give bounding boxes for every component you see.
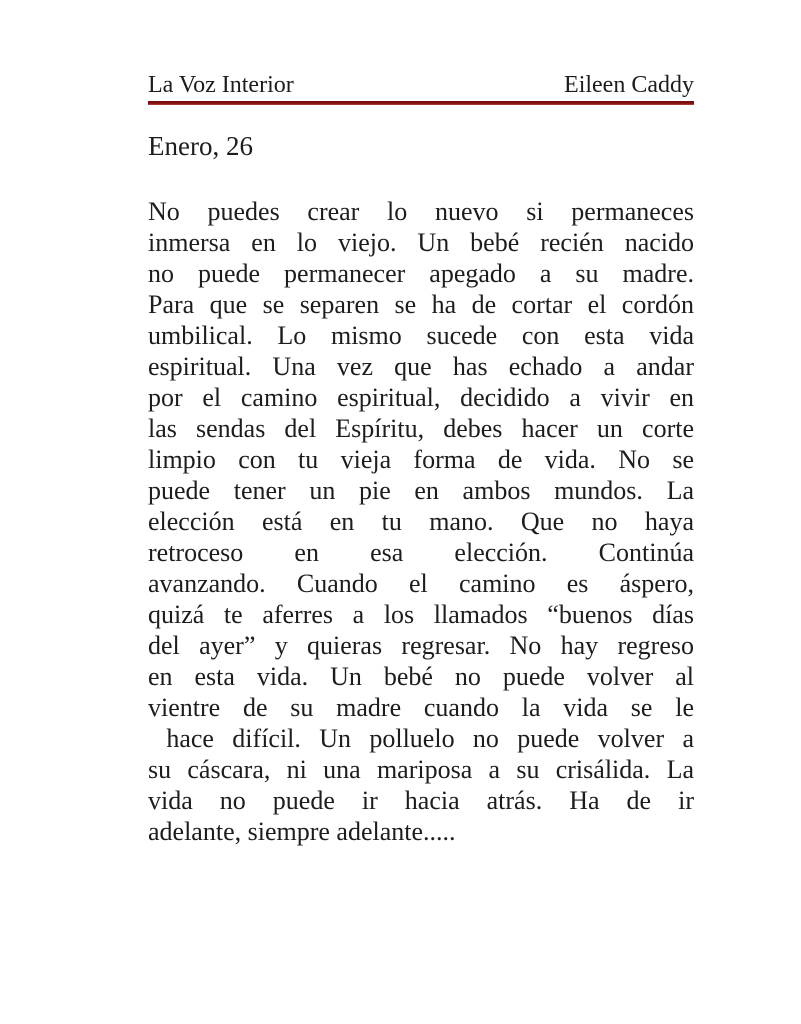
paragraph-line: en esta vida. Un bebé no puede volver al (148, 662, 694, 691)
paragraph-line: quizá te aferres a los llamados “buenos días (148, 600, 694, 629)
paragraph-line: No puedes crear lo nuevo si permaneces (148, 197, 694, 226)
paragraph-line: vientre de su madre cuando la vida se le (148, 693, 694, 722)
running-header (148, 72, 694, 98)
header-book-title: La Voz Interior (148, 72, 294, 98)
paragraph-line: hace difícil. Un polluelo no puede volver a (148, 724, 694, 753)
paragraph-line: por el camino espiritual, decidido a vivir en (148, 383, 694, 412)
paragraph-line: las sendas del Espíritu, debes hacer un corte (148, 414, 694, 443)
header-author: Eileen Caddy (564, 72, 694, 98)
paragraph-line: retroceso en esa elección. Continúa (148, 538, 694, 567)
paragraph-line: vida no puede ir hacia atrás. Ha de ir (148, 786, 694, 815)
paragraph-line: espiritual. Una vez que has echado a andar (148, 352, 694, 381)
paragraph-line: Para que se separen se ha de cortar el cordón (148, 290, 694, 319)
paragraph-line: su cáscara, ni una mariposa a su crisálida. La (148, 755, 694, 784)
paragraph-line: elección está en tu mano. Que no haya (148, 507, 694, 536)
date-heading: Enero, 26 (148, 131, 253, 161)
body-paragraph (148, 196, 694, 847)
paragraph-line: umbilical. Lo mismo sucede con esta vida (148, 321, 694, 350)
paragraph-line: adelante, siempre adelante..... (148, 817, 456, 846)
paragraph-line: limpio con tu vieja forma de vida. No se (148, 445, 694, 474)
paragraph-line: puede tener un pie en ambos mundos. La (148, 476, 694, 505)
header-rule (148, 101, 694, 105)
paragraph-line: avanzando. Cuando el camino es áspero, (148, 569, 694, 598)
paragraph-line: inmersa en lo viejo. Un bebé recién nacido (148, 228, 694, 257)
paragraph-line: no puede permanecer apegado a su madre. (148, 259, 694, 288)
paragraph-line: del ayer” y quieras regresar. No hay regreso (148, 631, 694, 660)
